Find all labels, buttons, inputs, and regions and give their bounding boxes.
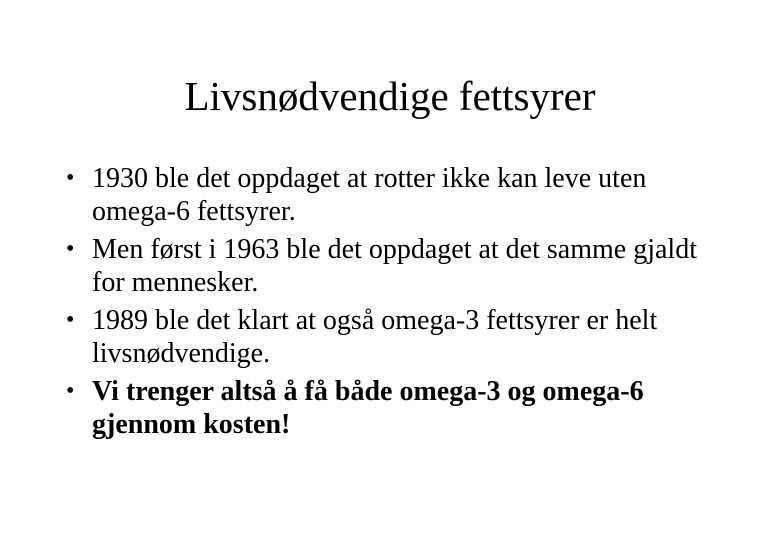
bullet-dot-icon: • bbox=[66, 236, 75, 262]
bullet-dot-icon: • bbox=[66, 378, 75, 404]
bullet-list bbox=[62, 162, 722, 446]
bullet-dot-icon: • bbox=[66, 165, 75, 191]
bullet-text: 1930 ble det oppdaget at rotter ikke kan leve uten omega-6 fettsyrer. bbox=[92, 163, 647, 227]
bullet-item bbox=[62, 375, 722, 441]
bullet-item bbox=[62, 233, 722, 299]
bullet-item bbox=[62, 162, 722, 228]
bullet-text: Men først i 1963 ble det oppdaget at det samme gjaldt for mennesker. bbox=[92, 234, 697, 298]
slide-title: Livsnødvendige fettsyrer bbox=[184, 73, 596, 119]
bullet-text: 1989 ble det klart at også omega-3 fettsyrer er helt livsnødvendige. bbox=[92, 305, 658, 369]
bullet-item bbox=[62, 304, 722, 370]
bullet-text-emphasis: Vi trenger altså å få både omega-3 og omega-6 gjennom kosten! bbox=[92, 376, 644, 440]
bullet-dot-icon: • bbox=[66, 307, 75, 333]
